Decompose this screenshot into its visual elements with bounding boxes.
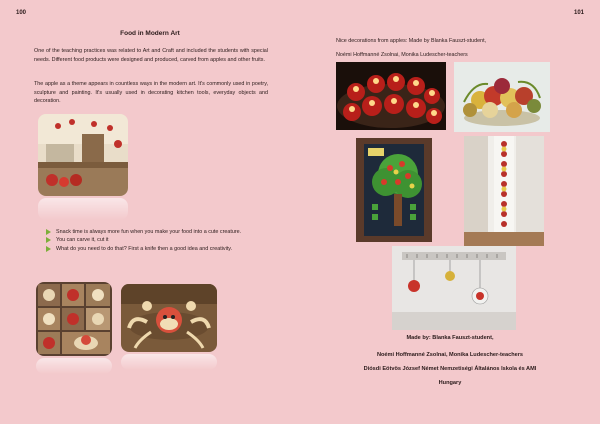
tips-list [46,228,270,253]
credits-school: Diósdi Eötvös József Német Nemzetiségi Általános Iskola és AMI [363,366,537,372]
kitchen-decor-photo [38,114,128,196]
bullet-arrow-icon [46,237,51,243]
apple-carving-collage-photo [36,282,112,356]
decorations-intro-teachers: Noémi Hoffmanné Zsolnai, Monika Ludescher-teachers [336,52,468,58]
credits-country: Hungary [438,380,462,386]
apple-tree-board-photo [356,138,432,242]
fruit-bowl-photo [454,62,550,132]
page-number-right: 101 [573,10,584,16]
page-title: Food in Modern Art [120,30,180,37]
bullet-arrow-icon [46,246,51,252]
photo-reflection [36,358,112,374]
decorations-intro: Nice decorations from apples: Made by Blanka Fauszt-student, [336,38,487,44]
credits-made-by: Made by: Blanka Fauszt-student, [406,335,494,341]
list-item: You can carve it, cut it [46,236,270,244]
apple-crab-photo [121,284,217,352]
page-number-left: 100 [16,10,27,16]
photo-reflection [121,354,217,370]
list-item: Snack time is always more fun when you make your food into a cute creature. [46,228,270,236]
list-item: What do you need to do that? First a knife then a good idea and creativity. [46,245,270,253]
apple-candles-photo [336,62,446,130]
bullet-arrow-icon [46,229,51,235]
credits-teachers: Noémi Hoffmanné Zsolnai, Monika Ludescher-teachers [376,352,524,358]
ceiling-apple-mobile-photo [392,246,516,330]
right-page [300,0,600,424]
intro-paragraph: One of the teaching practices was related to Art and Craft and included the students with special needs. Different food products were designed and produced, carved from apples and other fruits. [34,48,268,63]
photo-reflection [38,198,128,220]
door-apple-garland-photo [464,136,544,246]
apple-theme-paragraph: The apple as a theme appears in countless ways in the modern art. It's commonly used in poetry, sculpture and painting. It's usually used in decorating kitchen tools, everyday objects and decoration. [34,81,268,105]
